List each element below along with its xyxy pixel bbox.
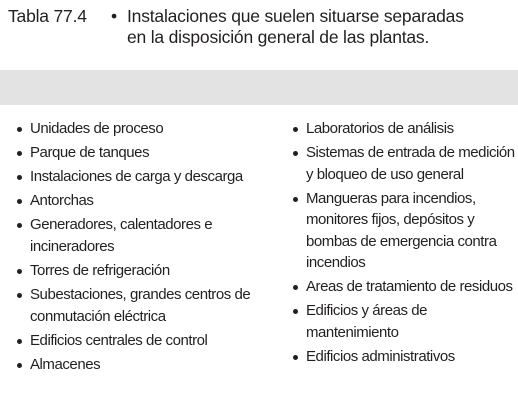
list-item-text: Parque de tanques [30, 144, 150, 162]
list-item-text: Sistemas de entrada de medición [306, 144, 515, 162]
list-item [293, 346, 515, 368]
list-item [17, 190, 285, 212]
bullet-icon [17, 127, 22, 132]
bullet-icon [17, 363, 22, 368]
list-item-text: Torres de refrigeración [30, 261, 170, 279]
bullet-icon [293, 127, 298, 132]
list-item-text: conmutación eléctrica [30, 307, 166, 325]
list-item-text: Generadores, calentadores e [30, 216, 213, 234]
list-item-text: incendios [306, 254, 366, 272]
bullet-icon [293, 197, 298, 202]
list-item-text: Areas de tratamiento de residuos [306, 278, 513, 296]
list-item-text: Edificios administrativos [306, 347, 455, 365]
list-item-text: bombas de emergencia contra [306, 232, 497, 250]
table-title-line: en la disposición general de las plantas. [127, 27, 430, 47]
list-item-text: Almacenes [30, 355, 101, 373]
list-item-text: Laboratorios de análisis [306, 120, 454, 137]
caption-bullet: • [111, 6, 117, 26]
list-item [17, 166, 285, 188]
bullet-icon [17, 223, 22, 228]
list-item-text: Unidades de proceso [30, 120, 164, 137]
table-title [127, 6, 512, 48]
list-item-text: Instalaciones de carga y descarga [30, 168, 243, 186]
list-item [293, 276, 515, 298]
bullet-icon [17, 199, 22, 204]
bullet-icon [293, 151, 298, 156]
bullet-icon [17, 293, 22, 298]
list-item-text: Antorchas [30, 192, 94, 210]
list-item [17, 214, 285, 257]
table-number: Tabla 77.4 [8, 6, 87, 26]
list-item-text: incineradores [30, 237, 115, 255]
right-column-list [293, 118, 515, 370]
bullet-icon [17, 151, 22, 156]
list-item [293, 300, 515, 343]
bullet-icon [293, 285, 298, 290]
list-item [17, 284, 285, 327]
bullet-icon [293, 309, 298, 314]
list-item [293, 142, 515, 185]
bullet-icon [17, 339, 22, 344]
left-column-list [17, 118, 285, 378]
bullet-icon [17, 269, 22, 274]
bullet-icon [17, 175, 22, 180]
list-item-text: Edificios centrales de control [30, 331, 208, 349]
list-item [17, 330, 285, 352]
list-item [17, 118, 285, 140]
list-item-text: y bloqueo de uso general [306, 165, 464, 183]
list-item [293, 188, 515, 274]
list-item [293, 118, 515, 140]
list-item-text: Edificios y áreas de [306, 302, 428, 320]
table-header-band [0, 70, 518, 105]
table-title-line: Instalaciones que suelen situarse separadas [127, 6, 464, 26]
list-item-text: Mangueras para incendios, [306, 189, 476, 207]
list-item [17, 142, 285, 164]
list-item-text: mantenimiento [306, 323, 399, 341]
list-item-text: monitores fijos, depósitos y [306, 211, 475, 229]
list-item-text: Subestaciones, grandes centros de [30, 286, 251, 304]
bullet-icon [293, 355, 298, 360]
list-item [17, 354, 285, 376]
list-item [17, 260, 285, 282]
